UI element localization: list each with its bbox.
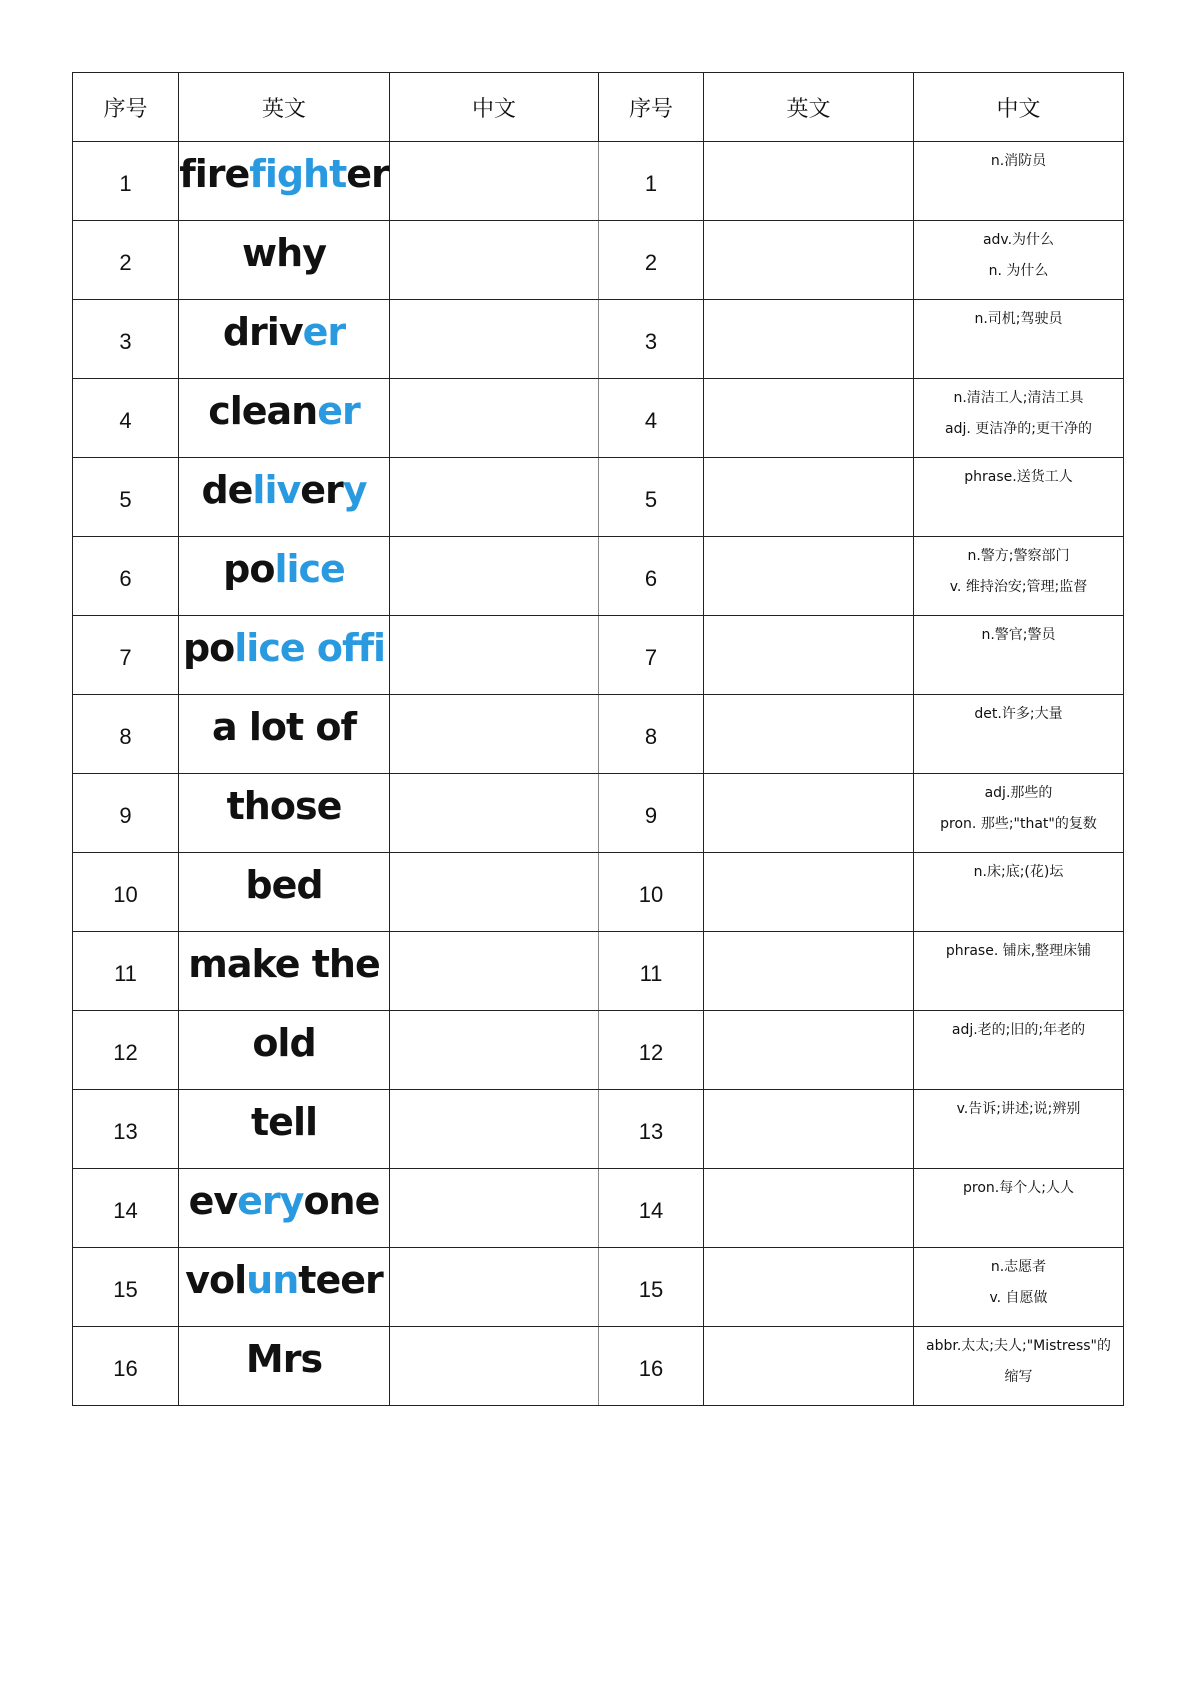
english-word: [179, 458, 390, 537]
chinese-answer-blank[interactable]: [390, 774, 599, 853]
word-part: ev: [188, 1179, 238, 1223]
row-number: 3: [73, 300, 179, 379]
row-number-right: 5: [599, 458, 704, 537]
word-part-highlighted: fight: [249, 152, 347, 196]
word-part: old: [252, 1021, 316, 1065]
word-part-highlighted: y: [342, 468, 367, 512]
chinese-answer-blank[interactable]: [390, 853, 599, 932]
english-word: [179, 1090, 390, 1169]
english-answer-blank[interactable]: [704, 537, 914, 616]
word-part: bed: [245, 863, 323, 907]
meaning-line: n.警官;警员: [981, 627, 1056, 643]
word-part: po: [223, 547, 275, 591]
word-part: tell: [251, 1100, 317, 1144]
header-number-left: 序号: [73, 73, 179, 142]
chinese-answer-blank[interactable]: [390, 1327, 599, 1406]
word-part: a lot of: [211, 705, 357, 749]
english-word: [179, 379, 390, 458]
english-answer-blank[interactable]: [704, 221, 914, 300]
table-row: [73, 1248, 1124, 1327]
meaning-line: adj. 更洁净的;更干净的: [945, 421, 1092, 437]
meaning-line: v. 自愿做: [989, 1290, 1048, 1306]
row-number: 12: [73, 1011, 179, 1090]
meaning-line: phrase. 铺床,整理床铺: [945, 943, 1092, 959]
row-number-right: 3: [599, 300, 704, 379]
row-number-right: 13: [599, 1090, 704, 1169]
row-number-right: 1: [599, 142, 704, 221]
english-answer-blank[interactable]: [704, 1090, 914, 1169]
chinese-answer-blank[interactable]: [390, 1090, 599, 1169]
english-word: [179, 853, 390, 932]
table-row: [73, 774, 1124, 853]
row-number-right: 8: [599, 695, 704, 774]
row-number: 2: [73, 221, 179, 300]
word-part: clean: [208, 389, 318, 433]
table-row: [73, 1169, 1124, 1248]
english-word: [179, 142, 390, 221]
chinese-meaning: [914, 1169, 1124, 1248]
meaning-line: n.志愿者: [990, 1259, 1047, 1275]
table-row: [73, 695, 1124, 774]
table-row: [73, 379, 1124, 458]
english-answer-blank[interactable]: [704, 379, 914, 458]
row-number: 13: [73, 1090, 179, 1169]
chinese-meaning: [914, 458, 1124, 537]
header-chinese-left: 中文: [390, 73, 599, 142]
header-number-right: 序号: [599, 73, 704, 142]
word-part: Mrs: [245, 1337, 323, 1381]
word-part: er: [346, 152, 389, 196]
word-part: vol: [185, 1258, 247, 1302]
chinese-answer-blank[interactable]: [390, 1248, 599, 1327]
english-answer-blank[interactable]: [704, 616, 914, 695]
meaning-line: abbr.太太;夫人;"Mistress"的: [926, 1338, 1111, 1354]
meaning-line: adv.为什么: [982, 232, 1055, 248]
table-row: [73, 853, 1124, 932]
row-number: 5: [73, 458, 179, 537]
english-word: [179, 616, 390, 695]
english-word: [179, 300, 390, 379]
english-answer-blank[interactable]: [704, 853, 914, 932]
chinese-meaning: [914, 1248, 1124, 1327]
table-row: [73, 616, 1124, 695]
row-number-right: 4: [599, 379, 704, 458]
english-word: [179, 774, 390, 853]
english-word: [179, 1327, 390, 1406]
english-answer-blank[interactable]: [704, 1327, 914, 1406]
row-number-right: 16: [599, 1327, 704, 1406]
chinese-answer-blank[interactable]: [390, 932, 599, 1011]
word-part-highlighted: er: [302, 310, 346, 354]
english-answer-blank[interactable]: [704, 1248, 914, 1327]
meaning-line: det.许多;大量: [974, 706, 1063, 722]
english-word: [179, 1011, 390, 1090]
chinese-answer-blank[interactable]: [390, 1011, 599, 1090]
chinese-meaning: [914, 1011, 1124, 1090]
english-answer-blank[interactable]: [704, 300, 914, 379]
row-number: 4: [73, 379, 179, 458]
word-part-highlighted: liv: [252, 468, 301, 512]
english-answer-blank[interactable]: [704, 1011, 914, 1090]
chinese-meaning: [914, 537, 1124, 616]
meaning-line: n.消防员: [990, 153, 1047, 169]
english-word: [179, 932, 390, 1011]
table-row: [73, 300, 1124, 379]
english-answer-blank[interactable]: [704, 142, 914, 221]
meaning-line: 缩写: [1004, 1369, 1033, 1385]
chinese-answer-blank[interactable]: [390, 458, 599, 537]
table-row: [73, 1011, 1124, 1090]
chinese-answer-blank[interactable]: [390, 1169, 599, 1248]
row-number: 8: [73, 695, 179, 774]
row-number-right: 14: [599, 1169, 704, 1248]
chinese-meaning: [914, 1327, 1124, 1406]
chinese-answer-blank[interactable]: [390, 616, 599, 695]
row-number: 16: [73, 1327, 179, 1406]
english-answer-blank[interactable]: [704, 695, 914, 774]
meaning-line: pron.每个人;人人: [963, 1180, 1074, 1196]
row-number: 7: [73, 616, 179, 695]
row-number-right: 9: [599, 774, 704, 853]
meaning-line: n. 为什么: [988, 263, 1049, 279]
row-number-right: 7: [599, 616, 704, 695]
word-part: teer: [298, 1258, 383, 1302]
chinese-answer-blank[interactable]: [390, 300, 599, 379]
row-number-right: 12: [599, 1011, 704, 1090]
table-row: [73, 458, 1124, 537]
word-part-highlighted: ery: [237, 1179, 304, 1223]
english-word: [179, 221, 390, 300]
meaning-line: phrase.送货工人: [964, 469, 1073, 485]
meaning-line: n.司机;驾驶员: [974, 311, 1063, 327]
english-word: [179, 1169, 390, 1248]
chinese-meaning: [914, 774, 1124, 853]
chinese-meaning: [914, 616, 1124, 695]
word-part-highlighted: lice offi: [234, 626, 386, 670]
table-row: [73, 142, 1124, 221]
word-part-highlighted: lice: [274, 547, 345, 591]
row-number-right: 6: [599, 537, 704, 616]
table-row: [73, 537, 1124, 616]
header-chinese-right: 中文: [914, 73, 1124, 142]
header-english-left: 英文: [179, 73, 390, 142]
table-row: [73, 221, 1124, 300]
word-part: why: [242, 231, 326, 275]
word-part: those: [226, 784, 342, 828]
english-word: [179, 537, 390, 616]
header-row: [73, 73, 1124, 142]
english-answer-blank[interactable]: [704, 774, 914, 853]
meaning-line: v. 维持治安;管理;监督: [949, 579, 1088, 595]
chinese-meaning: [914, 695, 1124, 774]
row-number-right: 10: [599, 853, 704, 932]
word-part-highlighted: er: [317, 389, 360, 433]
meaning-line: n.清洁工人;清洁工具: [953, 390, 1084, 406]
row-number-right: 11: [599, 932, 704, 1011]
chinese-answer-blank[interactable]: [390, 142, 599, 221]
row-number: 11: [73, 932, 179, 1011]
meaning-line: adj.老的;旧的;年老的: [951, 1022, 1086, 1038]
row-number: 1: [73, 142, 179, 221]
meaning-line: adj.那些的: [984, 785, 1053, 801]
meaning-line: n.床;底;(花)坛: [973, 864, 1064, 880]
chinese-meaning: [914, 853, 1124, 932]
english-word: [179, 1248, 390, 1327]
word-part-highlighted: un: [246, 1258, 299, 1302]
word-part: make the: [188, 942, 380, 986]
chinese-meaning: [914, 1090, 1124, 1169]
word-part: de: [201, 468, 253, 512]
english-answer-blank[interactable]: [704, 458, 914, 537]
meaning-line: pron. 那些;"that"的复数: [940, 816, 1097, 832]
english-answer-blank[interactable]: [704, 932, 914, 1011]
table-row: [73, 1090, 1124, 1169]
word-part: one: [303, 1179, 380, 1223]
english-answer-blank[interactable]: [704, 1169, 914, 1248]
row-number: 15: [73, 1248, 179, 1327]
english-word: [179, 695, 390, 774]
chinese-answer-blank[interactable]: [390, 695, 599, 774]
chinese-meaning: [914, 932, 1124, 1011]
vocabulary-table: [72, 72, 1124, 1406]
meaning-line: v.告诉;讲述;说;辨别: [956, 1101, 1081, 1117]
table-row: [73, 1327, 1124, 1406]
row-number: 6: [73, 537, 179, 616]
row-number: 9: [73, 774, 179, 853]
chinese-meaning: [914, 300, 1124, 379]
chinese-meaning: [914, 142, 1124, 221]
chinese-meaning: [914, 221, 1124, 300]
meaning-line: n.警方;警察部门: [967, 548, 1070, 564]
row-number: 10: [73, 853, 179, 932]
word-part: fire: [179, 152, 250, 196]
table-row: [73, 932, 1124, 1011]
chinese-answer-blank[interactable]: [390, 379, 599, 458]
word-part: driv: [222, 310, 303, 354]
chinese-answer-blank[interactable]: [390, 537, 599, 616]
chinese-answer-blank[interactable]: [390, 221, 599, 300]
word-part: po: [182, 626, 235, 670]
row-number-right: 2: [599, 221, 704, 300]
header-english-right: 英文: [704, 73, 914, 142]
row-number-right: 15: [599, 1248, 704, 1327]
row-number: 14: [73, 1169, 179, 1248]
chinese-meaning: [914, 379, 1124, 458]
word-part: er: [300, 468, 343, 512]
